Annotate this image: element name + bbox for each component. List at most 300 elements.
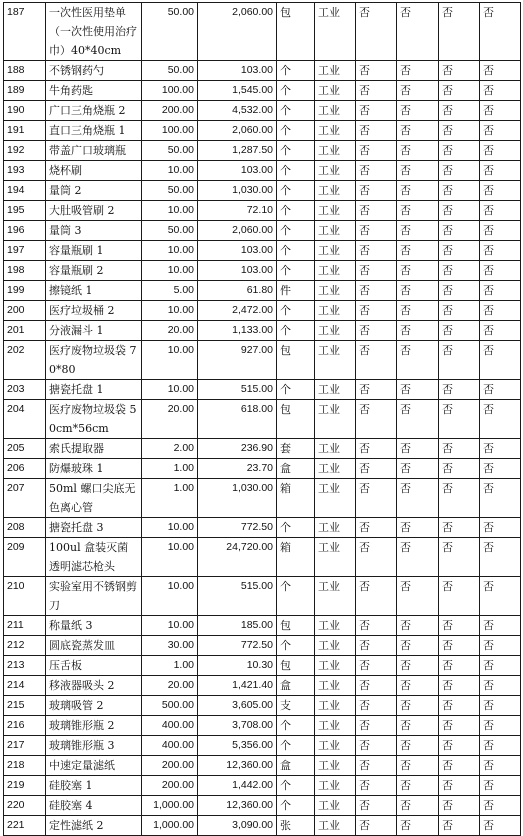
- table-row: [4, 201, 521, 221]
- item-name-cell: 不锈钢药勺: [46, 61, 142, 81]
- amount-cell: 3,605.00: [198, 696, 277, 716]
- category-cell: 工业: [315, 636, 356, 656]
- flag-4-cell: 否: [480, 221, 521, 241]
- amount-cell: 1,421.40: [198, 676, 277, 696]
- item-name-cell: 硅胶塞 1: [46, 776, 142, 796]
- item-name-cell: 牛角药匙: [46, 81, 142, 101]
- unit-cell: 套: [277, 439, 315, 459]
- table-row: [4, 676, 521, 696]
- flag-2-cell: 否: [397, 736, 439, 756]
- table-row: [4, 816, 521, 836]
- quantity-cell: 50.00: [142, 3, 198, 61]
- flag-4-cell: 否: [480, 161, 521, 181]
- item-name-cell: 分液漏斗 1: [46, 321, 142, 341]
- flag-4-cell: 否: [480, 341, 521, 380]
- row-number-cell: 213: [4, 656, 46, 676]
- flag-1-cell: 否: [356, 121, 397, 141]
- flag-2-cell: 否: [397, 776, 439, 796]
- row-number-cell: 204: [4, 400, 46, 439]
- item-name-cell: 量筒 3: [46, 221, 142, 241]
- row-number-cell: 190: [4, 101, 46, 121]
- flag-3-cell: 否: [439, 181, 480, 201]
- category-cell: 工业: [315, 538, 356, 577]
- category-cell: 工业: [315, 321, 356, 341]
- quantity-cell: 500.00: [142, 696, 198, 716]
- amount-cell: 3,090.00: [198, 816, 277, 836]
- flag-4-cell: 否: [480, 577, 521, 616]
- flag-4-cell: 否: [480, 380, 521, 400]
- flag-4-cell: 否: [480, 400, 521, 439]
- amount-cell: 1,442.00: [198, 776, 277, 796]
- quantity-cell: 1.00: [142, 459, 198, 479]
- amount-cell: 3,708.00: [198, 716, 277, 736]
- flag-2-cell: 否: [397, 181, 439, 201]
- category-cell: 工业: [315, 756, 356, 776]
- amount-cell: 515.00: [198, 577, 277, 616]
- flag-1-cell: 否: [356, 716, 397, 736]
- flag-1-cell: 否: [356, 141, 397, 161]
- flag-1-cell: 否: [356, 756, 397, 776]
- flag-3-cell: 否: [439, 776, 480, 796]
- flag-3-cell: 否: [439, 577, 480, 616]
- flag-3-cell: 否: [439, 736, 480, 756]
- row-number-cell: 200: [4, 301, 46, 321]
- quantity-cell: 1,000.00: [142, 816, 198, 836]
- row-number-cell: 188: [4, 61, 46, 81]
- item-name-cell: 一次性医用垫单（一次性使用治疗巾）40*40cm: [46, 3, 142, 61]
- unit-cell: 个: [277, 636, 315, 656]
- quantity-cell: 10.00: [142, 518, 198, 538]
- flag-4-cell: 否: [480, 61, 521, 81]
- category-cell: 工业: [315, 716, 356, 736]
- table-row: [4, 577, 521, 616]
- flag-4-cell: 否: [480, 241, 521, 261]
- flag-4-cell: 否: [480, 656, 521, 676]
- category-cell: 工业: [315, 3, 356, 61]
- flag-1-cell: 否: [356, 321, 397, 341]
- quantity-cell: 30.00: [142, 636, 198, 656]
- table-row: [4, 696, 521, 716]
- category-cell: 工业: [315, 400, 356, 439]
- flag-4-cell: 否: [480, 439, 521, 459]
- flag-3-cell: 否: [439, 479, 480, 518]
- category-cell: 工业: [315, 81, 356, 101]
- item-name-cell: 容量瓶刷 2: [46, 261, 142, 281]
- amount-cell: 24,720.00: [198, 538, 277, 577]
- flag-1-cell: 否: [356, 696, 397, 716]
- flag-2-cell: 否: [397, 121, 439, 141]
- quantity-cell: 200.00: [142, 101, 198, 121]
- quantity-cell: 400.00: [142, 716, 198, 736]
- quantity-cell: 10.00: [142, 301, 198, 321]
- row-number-cell: 207: [4, 479, 46, 518]
- flag-2-cell: 否: [397, 676, 439, 696]
- unit-cell: 个: [277, 221, 315, 241]
- category-cell: 工业: [315, 656, 356, 676]
- category-cell: 工业: [315, 121, 356, 141]
- row-number-cell: 202: [4, 341, 46, 380]
- item-name-cell: 玻璃锥形瓶 3: [46, 736, 142, 756]
- unit-cell: 个: [277, 181, 315, 201]
- unit-cell: 张: [277, 816, 315, 836]
- flag-3-cell: 否: [439, 816, 480, 836]
- unit-cell: 个: [277, 716, 315, 736]
- row-number-cell: 193: [4, 161, 46, 181]
- category-cell: 工业: [315, 341, 356, 380]
- table-row: [4, 656, 521, 676]
- table-row: [4, 261, 521, 281]
- category-cell: 工业: [315, 141, 356, 161]
- item-name-cell: 医疗废物垃圾袋 50cm*56cm: [46, 400, 142, 439]
- table-row: [4, 321, 521, 341]
- flag-1-cell: 否: [356, 61, 397, 81]
- flag-4-cell: 否: [480, 796, 521, 816]
- flag-2-cell: 否: [397, 577, 439, 616]
- amount-cell: 10.30: [198, 656, 277, 676]
- flag-1-cell: 否: [356, 181, 397, 201]
- amount-cell: 1,133.00: [198, 321, 277, 341]
- item-name-cell: 索氏提取器: [46, 439, 142, 459]
- table-row: [4, 400, 521, 439]
- item-name-cell: 玻璃锥形瓶 2: [46, 716, 142, 736]
- flag-4-cell: 否: [480, 281, 521, 301]
- quantity-cell: 10.00: [142, 538, 198, 577]
- flag-1-cell: 否: [356, 816, 397, 836]
- quantity-cell: 200.00: [142, 776, 198, 796]
- flag-2-cell: 否: [397, 221, 439, 241]
- category-cell: 工业: [315, 518, 356, 538]
- category-cell: 工业: [315, 301, 356, 321]
- row-number-cell: 189: [4, 81, 46, 101]
- row-number-cell: 203: [4, 380, 46, 400]
- quantity-cell: 2.00: [142, 439, 198, 459]
- flag-1-cell: 否: [356, 221, 397, 241]
- flag-3-cell: 否: [439, 518, 480, 538]
- quantity-cell: 10.00: [142, 201, 198, 221]
- flag-1-cell: 否: [356, 636, 397, 656]
- table-row: [4, 181, 521, 201]
- amount-cell: 515.00: [198, 380, 277, 400]
- flag-4-cell: 否: [480, 696, 521, 716]
- amount-cell: 103.00: [198, 241, 277, 261]
- amount-cell: 1,030.00: [198, 181, 277, 201]
- table-row: [4, 736, 521, 756]
- table-row: [4, 141, 521, 161]
- unit-cell: 支: [277, 696, 315, 716]
- flag-1-cell: 否: [356, 161, 397, 181]
- flag-3-cell: 否: [439, 221, 480, 241]
- flag-3-cell: 否: [439, 101, 480, 121]
- flag-3-cell: 否: [439, 121, 480, 141]
- flag-2-cell: 否: [397, 341, 439, 380]
- unit-cell: 个: [277, 261, 315, 281]
- flag-2-cell: 否: [397, 439, 439, 459]
- flag-2-cell: 否: [397, 161, 439, 181]
- flag-1-cell: 否: [356, 101, 397, 121]
- flag-2-cell: 否: [397, 380, 439, 400]
- flag-2-cell: 否: [397, 716, 439, 736]
- flag-2-cell: 否: [397, 616, 439, 636]
- item-name-cell: 中速定量滤纸: [46, 756, 142, 776]
- amount-cell: 1,287.50: [198, 141, 277, 161]
- flag-2-cell: 否: [397, 101, 439, 121]
- row-number-cell: 215: [4, 696, 46, 716]
- category-cell: 工业: [315, 221, 356, 241]
- unit-cell: 个: [277, 241, 315, 261]
- quantity-cell: 400.00: [142, 736, 198, 756]
- flag-4-cell: 否: [480, 538, 521, 577]
- unit-cell: 盒: [277, 459, 315, 479]
- item-name-cell: 直口三角烧瓶 1: [46, 121, 142, 141]
- amount-cell: 23.70: [198, 459, 277, 479]
- unit-cell: 个: [277, 201, 315, 221]
- amount-cell: 927.00: [198, 341, 277, 380]
- flag-3-cell: 否: [439, 341, 480, 380]
- flag-3-cell: 否: [439, 656, 480, 676]
- amount-cell: 2,060.00: [198, 3, 277, 61]
- flag-3-cell: 否: [439, 538, 480, 577]
- table-body: [4, 3, 521, 836]
- row-number-cell: 195: [4, 201, 46, 221]
- quantity-cell: 10.00: [142, 161, 198, 181]
- procurement-table: [3, 2, 521, 836]
- flag-1-cell: 否: [356, 201, 397, 221]
- flag-2-cell: 否: [397, 656, 439, 676]
- unit-cell: 箱: [277, 538, 315, 577]
- flag-4-cell: 否: [480, 518, 521, 538]
- flag-1-cell: 否: [356, 3, 397, 61]
- unit-cell: 包: [277, 3, 315, 61]
- item-name-cell: 压舌板: [46, 656, 142, 676]
- row-number-cell: 199: [4, 281, 46, 301]
- table-row: [4, 716, 521, 736]
- item-name-cell: 硅胶塞 4: [46, 796, 142, 816]
- flag-3-cell: 否: [439, 756, 480, 776]
- quantity-cell: 50.00: [142, 61, 198, 81]
- flag-4-cell: 否: [480, 301, 521, 321]
- category-cell: 工业: [315, 736, 356, 756]
- amount-cell: 103.00: [198, 161, 277, 181]
- category-cell: 工业: [315, 577, 356, 616]
- flag-1-cell: 否: [356, 616, 397, 636]
- row-number-cell: 210: [4, 577, 46, 616]
- table-row: [4, 61, 521, 81]
- category-cell: 工业: [315, 479, 356, 518]
- flag-2-cell: 否: [397, 81, 439, 101]
- flag-3-cell: 否: [439, 616, 480, 636]
- category-cell: 工业: [315, 241, 356, 261]
- table-row: [4, 301, 521, 321]
- flag-3-cell: 否: [439, 161, 480, 181]
- flag-1-cell: 否: [356, 577, 397, 616]
- row-number-cell: 205: [4, 439, 46, 459]
- flag-4-cell: 否: [480, 3, 521, 61]
- item-name-cell: 带盖广口玻璃瓶: [46, 141, 142, 161]
- flag-1-cell: 否: [356, 796, 397, 816]
- flag-1-cell: 否: [356, 538, 397, 577]
- flag-3-cell: 否: [439, 439, 480, 459]
- unit-cell: 包: [277, 400, 315, 439]
- table-row: [4, 756, 521, 776]
- flag-3-cell: 否: [439, 380, 480, 400]
- flag-1-cell: 否: [356, 380, 397, 400]
- unit-cell: 个: [277, 101, 315, 121]
- amount-cell: 618.00: [198, 400, 277, 439]
- category-cell: 工业: [315, 616, 356, 636]
- amount-cell: 1,030.00: [198, 479, 277, 518]
- table-row: [4, 81, 521, 101]
- flag-1-cell: 否: [356, 241, 397, 261]
- flag-3-cell: 否: [439, 141, 480, 161]
- flag-3-cell: 否: [439, 241, 480, 261]
- table-row: [4, 796, 521, 816]
- unit-cell: 个: [277, 776, 315, 796]
- quantity-cell: 200.00: [142, 756, 198, 776]
- table-row: [4, 616, 521, 636]
- unit-cell: 箱: [277, 479, 315, 518]
- flag-3-cell: 否: [439, 81, 480, 101]
- row-number-cell: 206: [4, 459, 46, 479]
- quantity-cell: 50.00: [142, 221, 198, 241]
- row-number-cell: 216: [4, 716, 46, 736]
- quantity-cell: 10.00: [142, 616, 198, 636]
- flag-2-cell: 否: [397, 538, 439, 577]
- amount-cell: 12,360.00: [198, 796, 277, 816]
- quantity-cell: 10.00: [142, 380, 198, 400]
- flag-4-cell: 否: [480, 101, 521, 121]
- flag-1-cell: 否: [356, 736, 397, 756]
- row-number-cell: 187: [4, 3, 46, 61]
- amount-cell: 236.90: [198, 439, 277, 459]
- unit-cell: 件: [277, 281, 315, 301]
- flag-2-cell: 否: [397, 756, 439, 776]
- flag-4-cell: 否: [480, 776, 521, 796]
- flag-3-cell: 否: [439, 716, 480, 736]
- row-number-cell: 218: [4, 756, 46, 776]
- item-name-cell: 防爆玻珠 1: [46, 459, 142, 479]
- flag-2-cell: 否: [397, 816, 439, 836]
- category-cell: 工业: [315, 816, 356, 836]
- table-row: [4, 636, 521, 656]
- flag-3-cell: 否: [439, 261, 480, 281]
- row-number-cell: 191: [4, 121, 46, 141]
- item-name-cell: 100ul 盒装灭菌透明滤芯枪头: [46, 538, 142, 577]
- flag-1-cell: 否: [356, 301, 397, 321]
- flag-2-cell: 否: [397, 321, 439, 341]
- flag-4-cell: 否: [480, 121, 521, 141]
- flag-3-cell: 否: [439, 696, 480, 716]
- table-row: [4, 341, 521, 380]
- table-row: [4, 3, 521, 61]
- item-name-cell: 圆底瓷蒸发皿: [46, 636, 142, 656]
- row-number-cell: 219: [4, 776, 46, 796]
- flag-1-cell: 否: [356, 261, 397, 281]
- row-number-cell: 194: [4, 181, 46, 201]
- category-cell: 工业: [315, 181, 356, 201]
- item-name-cell: 搪瓷托盘 1: [46, 380, 142, 400]
- amount-cell: 72.10: [198, 201, 277, 221]
- item-name-cell: 玻璃吸管 2: [46, 696, 142, 716]
- flag-2-cell: 否: [397, 479, 439, 518]
- item-name-cell: 量筒 2: [46, 181, 142, 201]
- flag-1-cell: 否: [356, 656, 397, 676]
- flag-2-cell: 否: [397, 241, 439, 261]
- unit-cell: 个: [277, 321, 315, 341]
- table-row: [4, 518, 521, 538]
- flag-2-cell: 否: [397, 301, 439, 321]
- flag-2-cell: 否: [397, 400, 439, 439]
- amount-cell: 5,356.00: [198, 736, 277, 756]
- amount-cell: 12,360.00: [198, 756, 277, 776]
- flag-1-cell: 否: [356, 459, 397, 479]
- table-row: [4, 380, 521, 400]
- quantity-cell: 50.00: [142, 141, 198, 161]
- flag-4-cell: 否: [480, 181, 521, 201]
- row-number-cell: 208: [4, 518, 46, 538]
- table-row: [4, 221, 521, 241]
- flag-4-cell: 否: [480, 756, 521, 776]
- flag-4-cell: 否: [480, 716, 521, 736]
- amount-cell: 61.80: [198, 281, 277, 301]
- flag-1-cell: 否: [356, 439, 397, 459]
- flag-3-cell: 否: [439, 400, 480, 439]
- item-name-cell: 擦镜纸 1: [46, 281, 142, 301]
- row-number-cell: 201: [4, 321, 46, 341]
- flag-4-cell: 否: [480, 676, 521, 696]
- unit-cell: 个: [277, 577, 315, 616]
- flag-1-cell: 否: [356, 400, 397, 439]
- unit-cell: 个: [277, 736, 315, 756]
- flag-3-cell: 否: [439, 321, 480, 341]
- unit-cell: 个: [277, 141, 315, 161]
- row-number-cell: 212: [4, 636, 46, 656]
- flag-1-cell: 否: [356, 281, 397, 301]
- table-row: [4, 479, 521, 518]
- flag-1-cell: 否: [356, 676, 397, 696]
- flag-2-cell: 否: [397, 636, 439, 656]
- unit-cell: 包: [277, 616, 315, 636]
- unit-cell: 个: [277, 81, 315, 101]
- flag-2-cell: 否: [397, 459, 439, 479]
- category-cell: 工业: [315, 261, 356, 281]
- category-cell: 工业: [315, 201, 356, 221]
- amount-cell: 772.50: [198, 518, 277, 538]
- flag-1-cell: 否: [356, 341, 397, 380]
- table-row: [4, 439, 521, 459]
- category-cell: 工业: [315, 439, 356, 459]
- flag-3-cell: 否: [439, 281, 480, 301]
- flag-2-cell: 否: [397, 261, 439, 281]
- category-cell: 工业: [315, 676, 356, 696]
- table-row: [4, 121, 521, 141]
- flag-2-cell: 否: [397, 141, 439, 161]
- flag-4-cell: 否: [480, 201, 521, 221]
- quantity-cell: 10.00: [142, 577, 198, 616]
- flag-2-cell: 否: [397, 518, 439, 538]
- quantity-cell: 50.00: [142, 181, 198, 201]
- category-cell: 工业: [315, 796, 356, 816]
- item-name-cell: 容量瓶刷 1: [46, 241, 142, 261]
- flag-4-cell: 否: [480, 261, 521, 281]
- flag-4-cell: 否: [480, 459, 521, 479]
- unit-cell: 个: [277, 161, 315, 181]
- flag-4-cell: 否: [480, 736, 521, 756]
- quantity-cell: 100.00: [142, 81, 198, 101]
- flag-3-cell: 否: [439, 3, 480, 61]
- quantity-cell: 20.00: [142, 400, 198, 439]
- flag-4-cell: 否: [480, 141, 521, 161]
- quantity-cell: 10.00: [142, 261, 198, 281]
